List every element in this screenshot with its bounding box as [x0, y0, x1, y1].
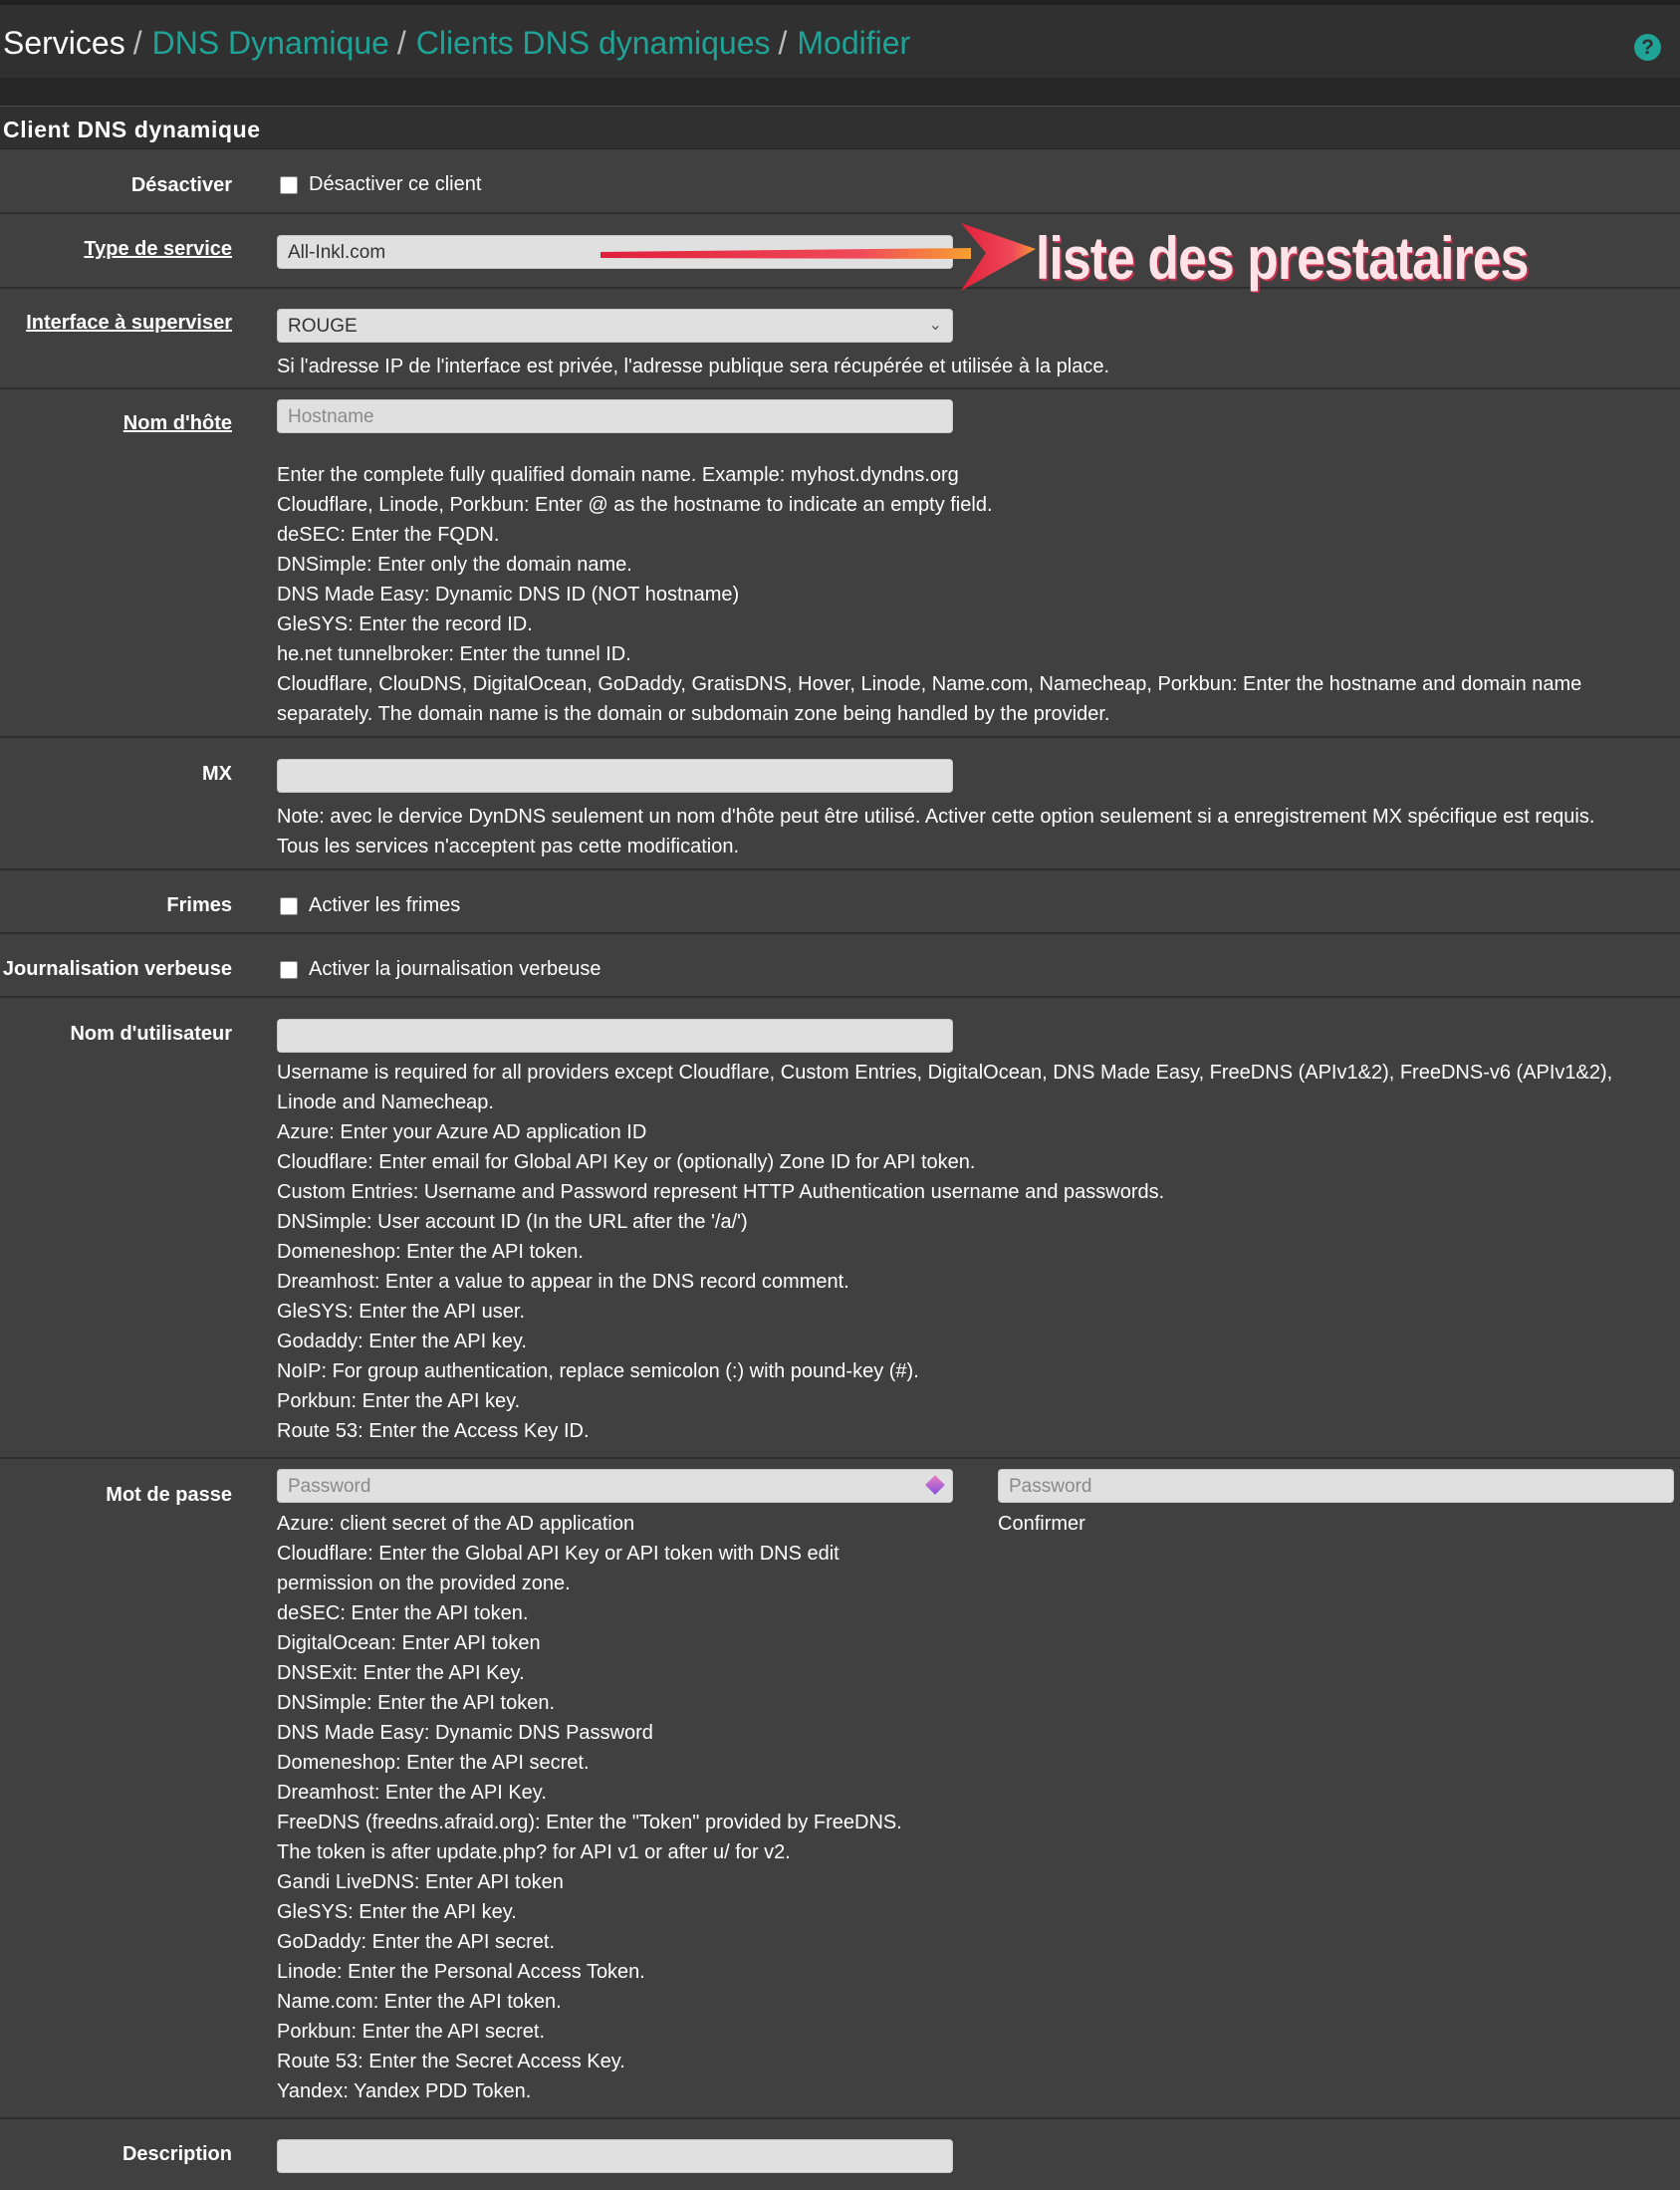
wildcards-checkbox[interactable]	[280, 897, 298, 915]
help-line: Porkbun: Enter the API key.	[277, 1390, 521, 1412]
breadcrumb	[3, 23, 910, 63]
service-type-value: All-Inkl.com	[288, 242, 386, 263]
password-confirm-placeholder: Password	[1009, 1476, 1092, 1497]
help-line: DigitalOcean: Enter API token	[277, 1632, 541, 1654]
help-line: Name.com: Enter the API token.	[277, 1991, 562, 2013]
breadcrumb-root: Services	[3, 25, 125, 61]
help-line: deSEC: Enter the API token.	[277, 1602, 529, 1624]
help-line: Dreamhost: Enter the API Key.	[277, 1782, 547, 1804]
help-line: GleSYS: Enter the API key.	[277, 1901, 517, 1923]
interface-value: ROUGE	[288, 316, 358, 337]
row-disable	[0, 149, 1680, 214]
interface-label[interactable]: Interface à superviser	[26, 312, 232, 334]
breadcrumb-separator: /	[396, 25, 406, 61]
verbose-checkbox-label: Activer la journalisation verbeuse	[309, 958, 601, 980]
mx-input[interactable]	[277, 759, 953, 793]
help-line: DNSimple: User account ID (In the URL after the '/a/')	[277, 1211, 748, 1233]
wildcards-label: Frimes	[166, 894, 232, 916]
breadcrumb-modifier[interactable]: Modifier	[797, 25, 911, 61]
password-confirm-input[interactable]	[998, 1469, 1674, 1503]
help-line: Porkbun: Enter the API secret.	[277, 2021, 546, 2043]
spacer	[0, 78, 1680, 106]
help-line: Azure: Enter your Azure AD application ID	[277, 1121, 647, 1143]
row-description	[0, 2119, 1680, 2190]
row-wildcards	[0, 870, 1680, 934]
help-line: Linode: Enter the Personal Access Token.	[277, 1961, 645, 1983]
password-input[interactable]	[277, 1469, 953, 1503]
interface-select[interactable]	[277, 309, 953, 343]
help-line: Domeneshop: Enter the API secret.	[277, 1752, 590, 1774]
breadcrumb-dns-dynamique[interactable]: DNS Dynamique	[151, 25, 389, 61]
help-line: DNS Made Easy: Dynamic DNS Password	[277, 1722, 653, 1744]
username-help	[277, 1058, 1612, 1446]
disable-label: Désactiver	[130, 174, 232, 196]
breadcrumb-clients[interactable]: Clients DNS dynamiques	[415, 25, 771, 61]
help-line: Azure: client secret of the AD application	[277, 1513, 635, 1535]
help-line: Tous les services n'acceptent pas cette modification.	[277, 836, 740, 857]
service-type-label[interactable]: Type de service	[84, 238, 232, 260]
row-interface	[0, 289, 1680, 389]
help-line: Yandex: Yandex PDD Token.	[277, 2080, 532, 2102]
breadcrumb-separator: /	[132, 25, 142, 61]
mx-help	[277, 802, 1594, 861]
help-line: Domeneshop: Enter the API token.	[277, 1241, 584, 1263]
help-line: he.net tunnelbroker: Enter the tunnel ID.	[277, 643, 631, 665]
help-line: Cloudflare: Enter the Global API Key or API token with DNS edit	[277, 1543, 840, 1565]
help-line: Godaddy: Enter the API key.	[277, 1331, 527, 1352]
password-manager-icon[interactable]	[925, 1475, 945, 1495]
help-line: Cloudflare, ClouDNS, DigitalOcean, GoDaddy, GratisDNS, Hover, Linode, Name.com, Namecheap, Porkbun: Enter the hostname and domain name	[277, 673, 1582, 695]
chevron-down-icon: ⌄	[928, 317, 942, 334]
help-line: GleSYS: Enter the API user.	[277, 1301, 526, 1323]
password-label: Mot de passe	[106, 1484, 232, 1506]
annotation-label: liste des prestataires	[1036, 225, 1529, 292]
help-line: Route 53: Enter the Secret Access Key.	[277, 2051, 625, 2072]
help-line: GoDaddy: Enter the API secret.	[277, 1931, 556, 1953]
help-line: Username is required for all providers except Cloudflare, Custom Entries, DigitalOcean, DNS Made Easy, FreeDNS (APIv1&2), FreeDNS-v6 (APIv1&2),	[277, 1062, 1613, 1084]
help-line: deSEC: Enter the FQDN.	[277, 524, 500, 546]
row-password	[0, 1459, 1680, 2119]
help-line: Custom Entries: Username and Password represent HTTP Authentication username and passwords.	[277, 1181, 1165, 1203]
help-line: DNSExit: Enter the API Key.	[277, 1662, 525, 1684]
top-bar	[0, 0, 1680, 78]
password-confirm-label: Confirmer	[998, 1513, 1085, 1535]
disable-checkbox[interactable]	[280, 176, 298, 194]
help-line: Cloudflare: Enter email for Global API Key or (optionally) Zone ID for API token.	[277, 1151, 976, 1173]
description-input[interactable]	[277, 2139, 953, 2173]
mx-label: MX	[202, 763, 232, 785]
password-placeholder: Password	[288, 1476, 371, 1497]
service-type-select[interactable]	[277, 235, 953, 269]
help-line: Enter the complete fully qualified domain name. Example: myhost.dyndns.org	[277, 464, 959, 486]
help-line: Note: avec le dervice DynDNS seulement un nom d'hôte peut être utilisé. Activer cette option seulement si a enregistrement MX spécifique est requis.	[277, 806, 1595, 828]
username-input[interactable]	[277, 1019, 953, 1053]
hostname-label[interactable]: Nom d'hôte	[122, 412, 232, 434]
help-line: DNSimple: Enter the API token.	[277, 1692, 556, 1714]
help-line: NoIP: For group authentication, replace semicolon (:) with pound-key (#).	[277, 1360, 919, 1382]
disable-checkbox-label: Désactiver ce client	[309, 173, 482, 195]
hostname-placeholder: Hostname	[288, 406, 374, 427]
help-line: separately. The domain name is the domain or subdomain zone being handled by the provider.	[277, 703, 1110, 725]
help-line: Route 53: Enter the Access Key ID.	[277, 1420, 590, 1442]
row-mx	[0, 738, 1680, 870]
verbose-label: Journalisation verbeuse	[2, 958, 232, 980]
help-line: Linode and Namecheap.	[277, 1092, 494, 1113]
username-label: Nom d'utilisateur	[70, 1023, 232, 1045]
help-line: GleSYS: Enter the record ID.	[277, 613, 533, 635]
breadcrumb-separator: /	[778, 25, 788, 61]
description-label: Description	[121, 2143, 232, 2165]
help-line: The token is after update.php? for API v1 or after u/ for v2.	[277, 1841, 791, 1863]
panel-title: Client DNS dynamique	[0, 106, 1680, 149]
help-line: Cloudflare, Linode, Porkbun: Enter @ as the hostname to indicate an empty field.	[277, 494, 993, 516]
row-username	[0, 998, 1680, 1459]
hostname-help	[277, 460, 1581, 729]
help-line: Dreamhost: Enter a value to appear in the DNS record comment.	[277, 1271, 849, 1293]
wildcards-checkbox-label: Activer les frimes	[309, 894, 461, 916]
help-line: DNS Made Easy: Dynamic DNS ID (NOT hostname)	[277, 584, 740, 606]
question-circle-icon[interactable]: ?	[1634, 34, 1661, 61]
help-line: permission on the provided zone.	[277, 1573, 571, 1594]
help-line: Gandi LiveDNS: Enter API token	[277, 1871, 564, 1893]
password-help	[277, 1509, 902, 2106]
row-hostname	[0, 389, 1680, 738]
help-line: DNSimple: Enter only the domain name.	[277, 554, 632, 576]
verbose-checkbox[interactable]	[280, 961, 298, 979]
hostname-input[interactable]	[277, 399, 953, 433]
interface-help: Si l'adresse IP de l'interface est privée, l'adresse publique sera récupérée et utilisée à la place.	[277, 356, 1110, 377]
row-verbose	[0, 934, 1680, 998]
help-line: FreeDNS (freedns.afraid.org): Enter the "Token" provided by FreeDNS.	[277, 1812, 902, 1833]
